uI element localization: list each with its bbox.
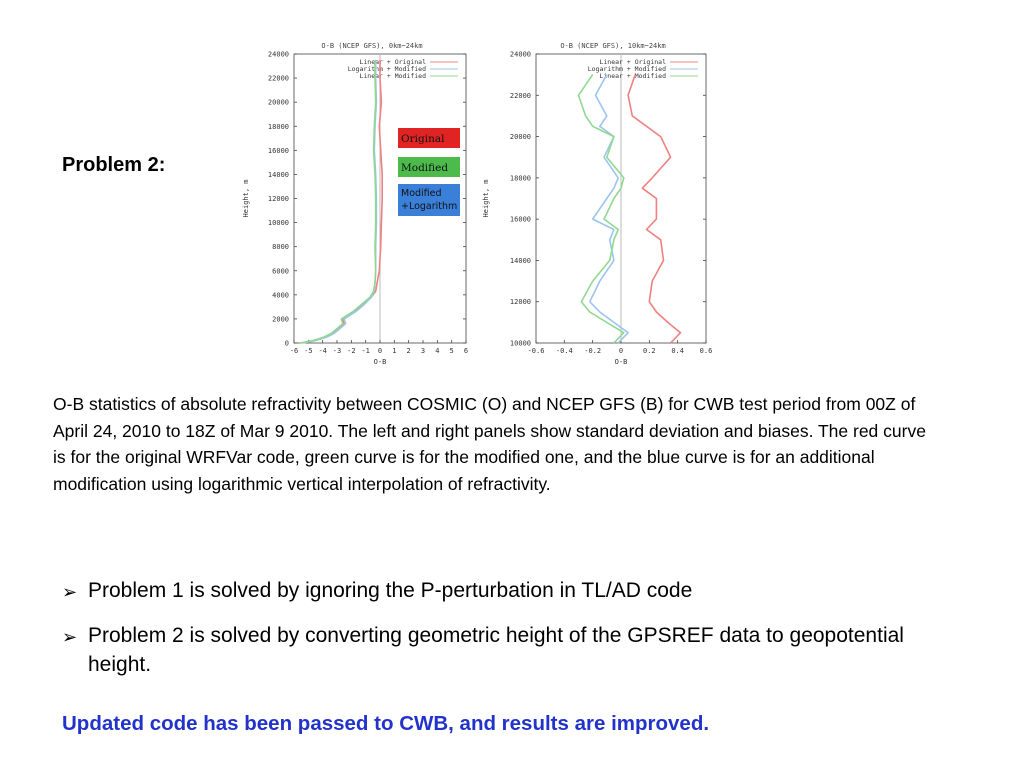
- legend-label: Linear + Original: [599, 58, 666, 66]
- y-tick-label: 16000: [267, 146, 289, 155]
- x-tick-label: -0.2: [584, 347, 602, 355]
- bullet-item: [62, 621, 962, 679]
- x-tick-label: 0.6: [699, 347, 713, 355]
- legend-label: Linear + Modified: [599, 72, 666, 80]
- series-line-modified: [300, 60, 376, 343]
- arrow-bullet-icon: ➢: [62, 627, 78, 647]
- x-tick-label: 1: [392, 347, 397, 355]
- badge-modified-label: Modified: [401, 162, 449, 174]
- series-line-modified: [579, 75, 624, 343]
- y-tick-label: 16000: [509, 215, 531, 224]
- x-tick-label: 3: [420, 347, 426, 355]
- y-tick-label: 20000: [509, 133, 531, 142]
- x-tick-label: -2: [347, 347, 356, 355]
- y-tick-label: 18000: [267, 122, 289, 131]
- badge-modified-logarithm-label: +Logarithm: [401, 201, 458, 212]
- x-tick-label: -4: [318, 347, 327, 355]
- chart-title: O-B (NCEP GFS), 0km~24km: [321, 42, 423, 50]
- x-tick-label: 2: [406, 347, 411, 355]
- x-tick-label: -3: [332, 347, 342, 355]
- x-tick-label: -0.4: [555, 347, 573, 355]
- badge-modified-logarithm-label: Modified: [401, 188, 442, 199]
- y-tick-label: 10000: [509, 339, 531, 348]
- y-tick-label: 4000: [272, 291, 289, 300]
- x-axis-label: O-B: [614, 358, 628, 366]
- chart-std-deviation: [238, 36, 474, 366]
- x-tick-label: -1: [361, 347, 370, 355]
- y-tick-label: 14000: [267, 170, 289, 179]
- bullet-text: Problem 2 is solved by converting geometric height of the GPSREF data to geopotential height.: [88, 624, 904, 676]
- chart-title: O-B (NCEP GFS), 10km~24km: [560, 42, 666, 50]
- x-tick-label: 5: [449, 347, 454, 355]
- y-tick-label: 22000: [267, 74, 289, 83]
- x-tick-label: 4: [435, 347, 440, 355]
- bullet-item: [62, 576, 692, 607]
- y-tick-label: 24000: [267, 50, 289, 59]
- series-line-original: [301, 60, 382, 343]
- y-tick-label: 10000: [267, 219, 289, 228]
- arrow-bullet-icon: ➢: [62, 582, 78, 602]
- y-tick-label: 24000: [509, 50, 531, 59]
- x-tick-label: 0.4: [671, 347, 684, 355]
- y-tick-label: 14000: [509, 256, 531, 265]
- x-tick-label: -5: [304, 347, 313, 355]
- series-line-original: [628, 75, 680, 343]
- legend-label: Logarithm + Modified: [587, 65, 666, 73]
- y-tick-label: 22000: [509, 91, 531, 100]
- y-tick-label: 8000: [272, 243, 289, 252]
- y-tick-label: 18000: [509, 174, 531, 183]
- x-tick-label: 0: [377, 347, 383, 355]
- conclusion-text: Updated code has been passed to CWB, and results are improved.: [62, 712, 710, 735]
- y-tick-label: 12000: [509, 298, 531, 307]
- y-axis-label: Height, m: [242, 179, 250, 218]
- x-tick-label: 0: [618, 347, 624, 355]
- legend-label: Logarithm + Modified: [347, 65, 426, 73]
- badge-original-label: Original: [401, 133, 445, 145]
- x-tick-label: -0.6: [527, 347, 545, 355]
- legend-label: Linear + Modified: [359, 72, 426, 80]
- y-tick-label: 2000: [272, 315, 289, 324]
- y-tick-label: 12000: [267, 195, 289, 203]
- y-axis-label: Height, m: [482, 179, 490, 218]
- figure-caption: O-B statistics of absolute refractivity between COSMIC (O) and NCEP GFS (B) for CWB test period from 00Z of April 24, 2010 to 18Z of Mar 9 2010. The left and right panels show standard deviation and biases. The red curve is for the original WRFVar code, green curve is for the modified one, and the blue curve is for an additional modification using logarithmic vertical interpolation of refractivity.: [53, 394, 926, 494]
- bullet-text: Problem 1 is solved by ignoring the P-perturbation in TL/AD code: [88, 579, 693, 602]
- y-tick-label: 20000: [267, 98, 289, 107]
- chart-bias: [480, 36, 718, 366]
- x-tick-label: 6: [463, 347, 469, 355]
- x-tick-label: 0.2: [643, 347, 656, 355]
- y-tick-label: 0: [284, 339, 289, 348]
- problem-label: Problem 2:: [62, 154, 166, 176]
- x-tick-label: -6: [289, 347, 299, 355]
- legend-label: Linear + Original: [359, 58, 426, 66]
- y-tick-label: 6000: [272, 267, 289, 276]
- x-axis-label: O-B: [373, 358, 387, 366]
